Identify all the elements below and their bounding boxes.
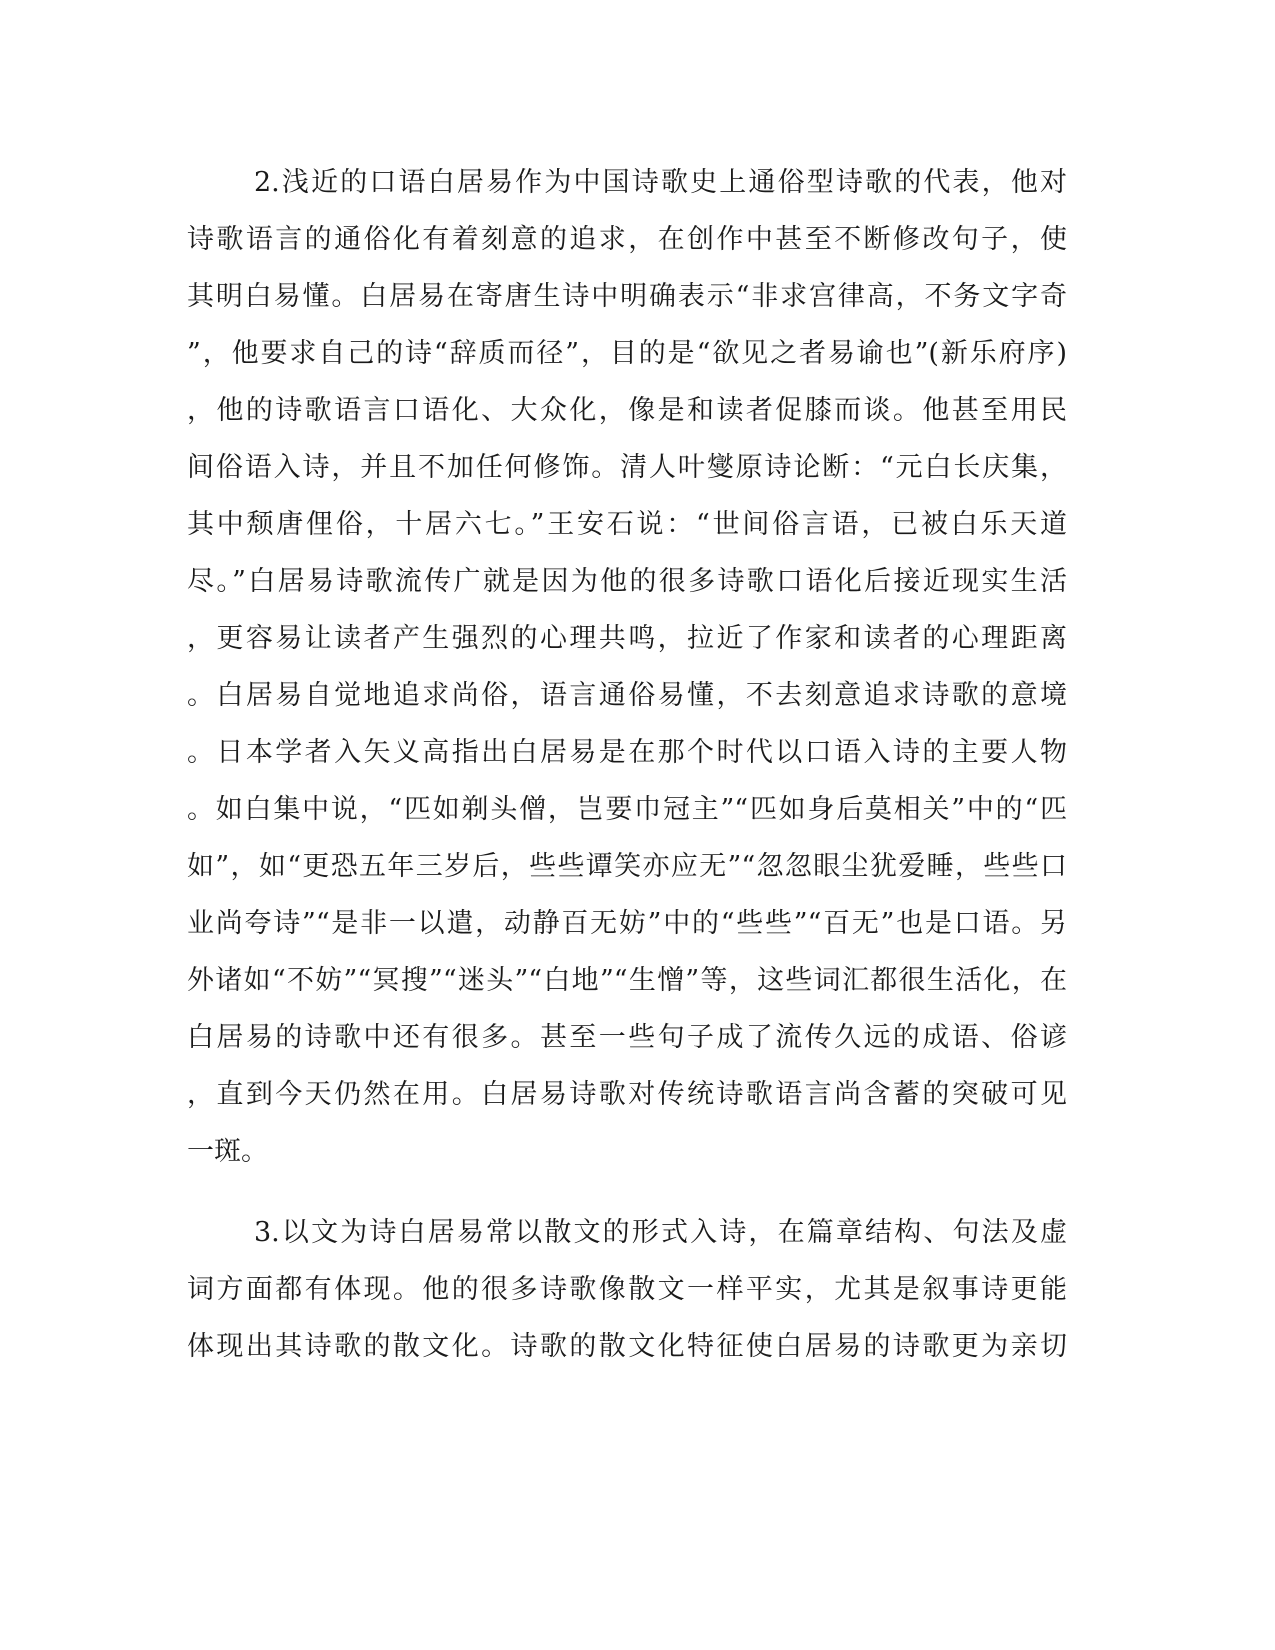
text-line: 外诸如“不妨”“冥搜”“迷头”“白地”“生憎”等，这些词汇都很生活化，在: [187, 965, 1067, 996]
text-line: 。如白集中说，“匹如剃头僧，岂要巾冠主”“匹如身后莫相关”中的“匹: [187, 794, 1067, 825]
text-line: 间俗语入诗，并且不加任何修饰。清人叶燮原诗论断：“元白长庆集，: [187, 452, 1067, 483]
text-line: 业尚夸诗”“是非一以遣，动静百无妨”中的“些些”“百无”也是口语。另: [187, 908, 1067, 939]
text-line: 。日本学者入矢义高指出白居易是在那个时代以口语入诗的主要人物: [187, 737, 1067, 768]
text-line: ”，他要求自己的诗“辞质而径”，目的是“欲见之者易谕也”(新乐府序): [187, 338, 1067, 369]
text-line: 尽。”白居易诗歌流传广就是因为他的很多诗歌口语化后接近现实生活: [187, 566, 1067, 597]
text-line: ，他的诗歌语言口语化、大众化，像是和读者促膝而谈。他甚至用民: [187, 395, 1067, 426]
text-line: ，直到今天仍然在用。白居易诗歌对传统诗歌语言尚含蓄的突破可见: [187, 1079, 1067, 1110]
text-line: 其中颓唐俚俗，十居六七。”王安石说：“世间俗言语，已被白乐天道: [187, 509, 1067, 540]
text-line: 如”，如“更恐五年三岁后，些些谭笑亦应无”“忽忽眼尘犹爱睡，些些口: [187, 851, 1067, 882]
text-line: 白居易的诗歌中还有很多。甚至一些句子成了流传久远的成语、俗谚: [187, 1022, 1067, 1053]
text-line: 2.浅近的口语白居易作为中国诗歌史上通俗型诗歌的代表，他对: [254, 167, 1067, 198]
text-line: 体现出其诗歌的散文化。诗歌的散文化特征使白居易的诗歌更为亲切: [187, 1331, 1067, 1362]
text-line: ，更容易让读者产生强烈的心理共鸣，拉近了作家和读者的心理距离: [187, 623, 1067, 654]
text-line: 词方面都有体现。他的很多诗歌像散文一样平实，尤其是叙事诗更能: [187, 1274, 1067, 1305]
text-line: 诗歌语言的通俗化有着刻意的追求，在创作中甚至不断修改句子，使: [187, 224, 1067, 255]
text-line: 一斑。: [187, 1136, 268, 1167]
text-line: 。白居易自觉地追求尚俗，语言通俗易懂，不去刻意追求诗歌的意境: [187, 680, 1067, 711]
text-line: 其明白易懂。白居易在寄唐生诗中明确表示“非求宫律高，不务文字奇: [187, 281, 1067, 312]
text-line: 3.以文为诗白居易常以散文的形式入诗，在篇章结构、句法及虚: [254, 1217, 1067, 1248]
